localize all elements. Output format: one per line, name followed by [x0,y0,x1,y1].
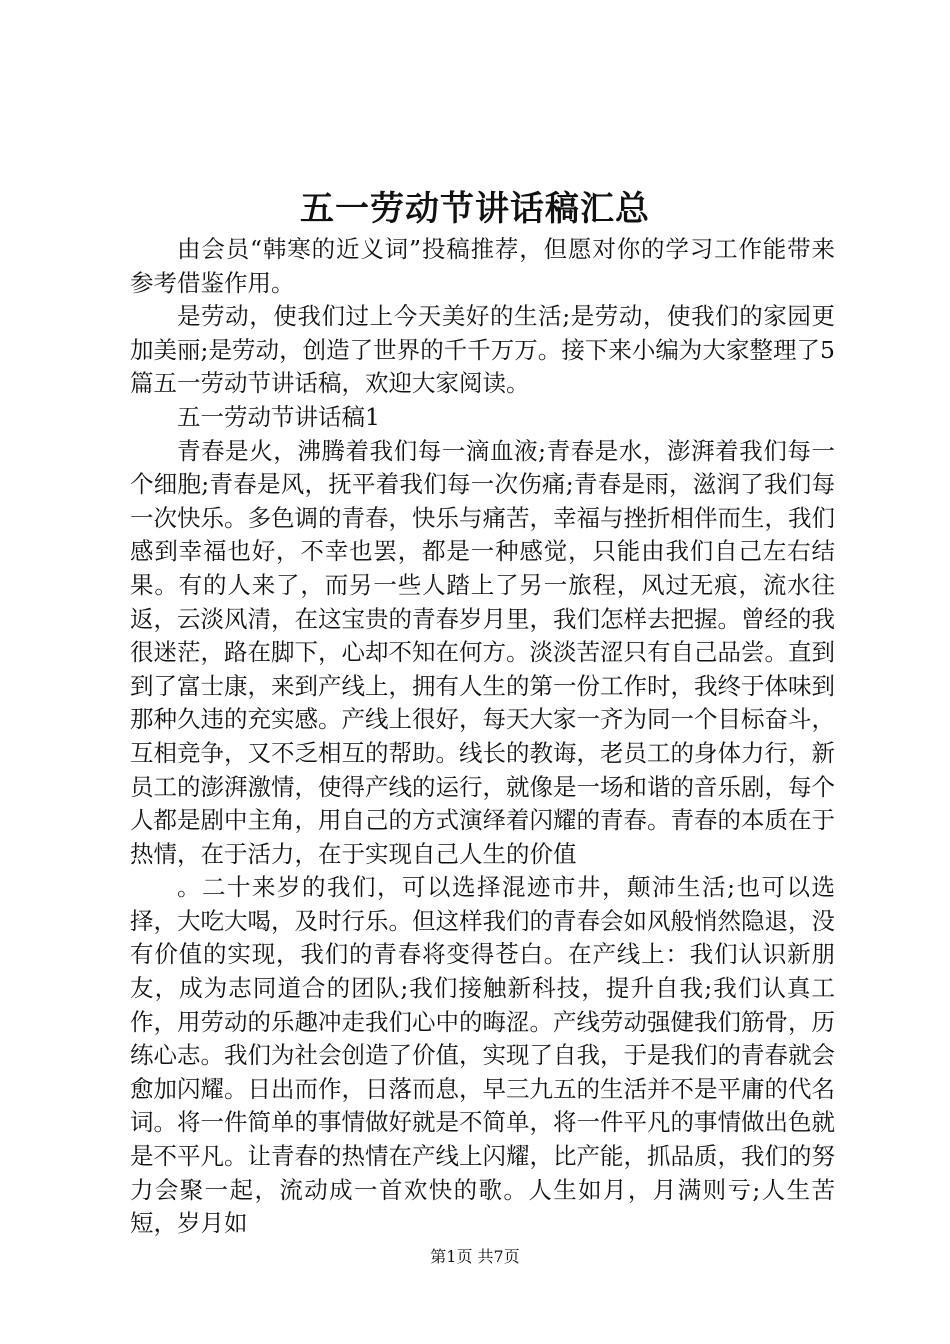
document-title: 五一劳动节讲话稿汇总 [300,189,650,229]
section-heading: 五一劳动节讲话稿1 [177,402,380,431]
paragraph-preface: 是劳动，使我们过上今天美好的生活;是劳动，使我们的家园更加美丽;是劳动，创造了世界的千千万万。接下来小编为大家整理了5篇五一劳动节讲话稿，欢迎大家阅读。 [130,302,835,398]
page-footer: 第1页 共7页 [430,1247,520,1266]
paragraph-body-2: 。二十来岁的我们，可以选择混迹市井，颠沛生活;也可以选择，大吃大喝，及时行乐。但这样我们的青春会如风般悄然隐退，没有价值的实现，我们的青春将变得苍白。在产线上：我们认识新朋友，成为志同道合的团队;我们接触新科技，提升自我;我们认真工作，用劳动的乐趣冲走我们心中的晦涩。产线劳动强健我们筋骨，历练心志。我们为社会创造了价值，实现了自我，于是我们的青春就会愈加闪耀。日出而作，日落而息，早三九五的生活并不是平庸的代名词。将一件简单的事情做好就是不简单，将一件平凡的事情做出色就是不平凡。让青春的热情在产线上闪耀，比产能，抓品质，我们的努力会聚一起，流动成一首欢快的歌。人生如月，月满则亏;人生苦短，岁月如 [130,873,835,1238]
document-body [130,233,835,1241]
paragraph-intro: 由会员“韩寒的近义词”投稿推荐，但愿对你的学习工作能带来参考借鉴作用。 [130,235,835,297]
paragraph-body-1: 青春是火，沸腾着我们每一滴血液;青春是水，澎湃着我们每一个细胞;青春是风，抚平着我们每一次伤痛;青春是雨，滋润了我们每一次快乐。多色调的青春，快乐与痛苦，幸福与挫折相伴而生，我们感到幸福也好，不幸也罢，都是一种感觉，只能由我们自己左右结果。有的人来了，而另一些人踏上了另一旅程，风过无痕，流水往返，云淡风清，在这宝贵的青春岁月里，我们怎样去把握。曾经的我很迷茫，路在脚下，心却不知在何方。淡淡苦涩只有自己品尝。直到到了富士康，来到产线上，拥有人生的第一份工作时，我终于体味到那种久违的充实感。产线上很好，每天大家一齐为同一个目标奋斗，互相竞争，又不乏相互的帮助。线长的教诲，老员工的身体力行，新员工的澎湃激情，使得产线的运行，就像是一场和谐的音乐剧，每个人都是剧中主角，用自己的方式演绎着闪耀的青春。青春的本质在于热情，在于活力，在于实现自己人生的价值 [130,436,835,868]
